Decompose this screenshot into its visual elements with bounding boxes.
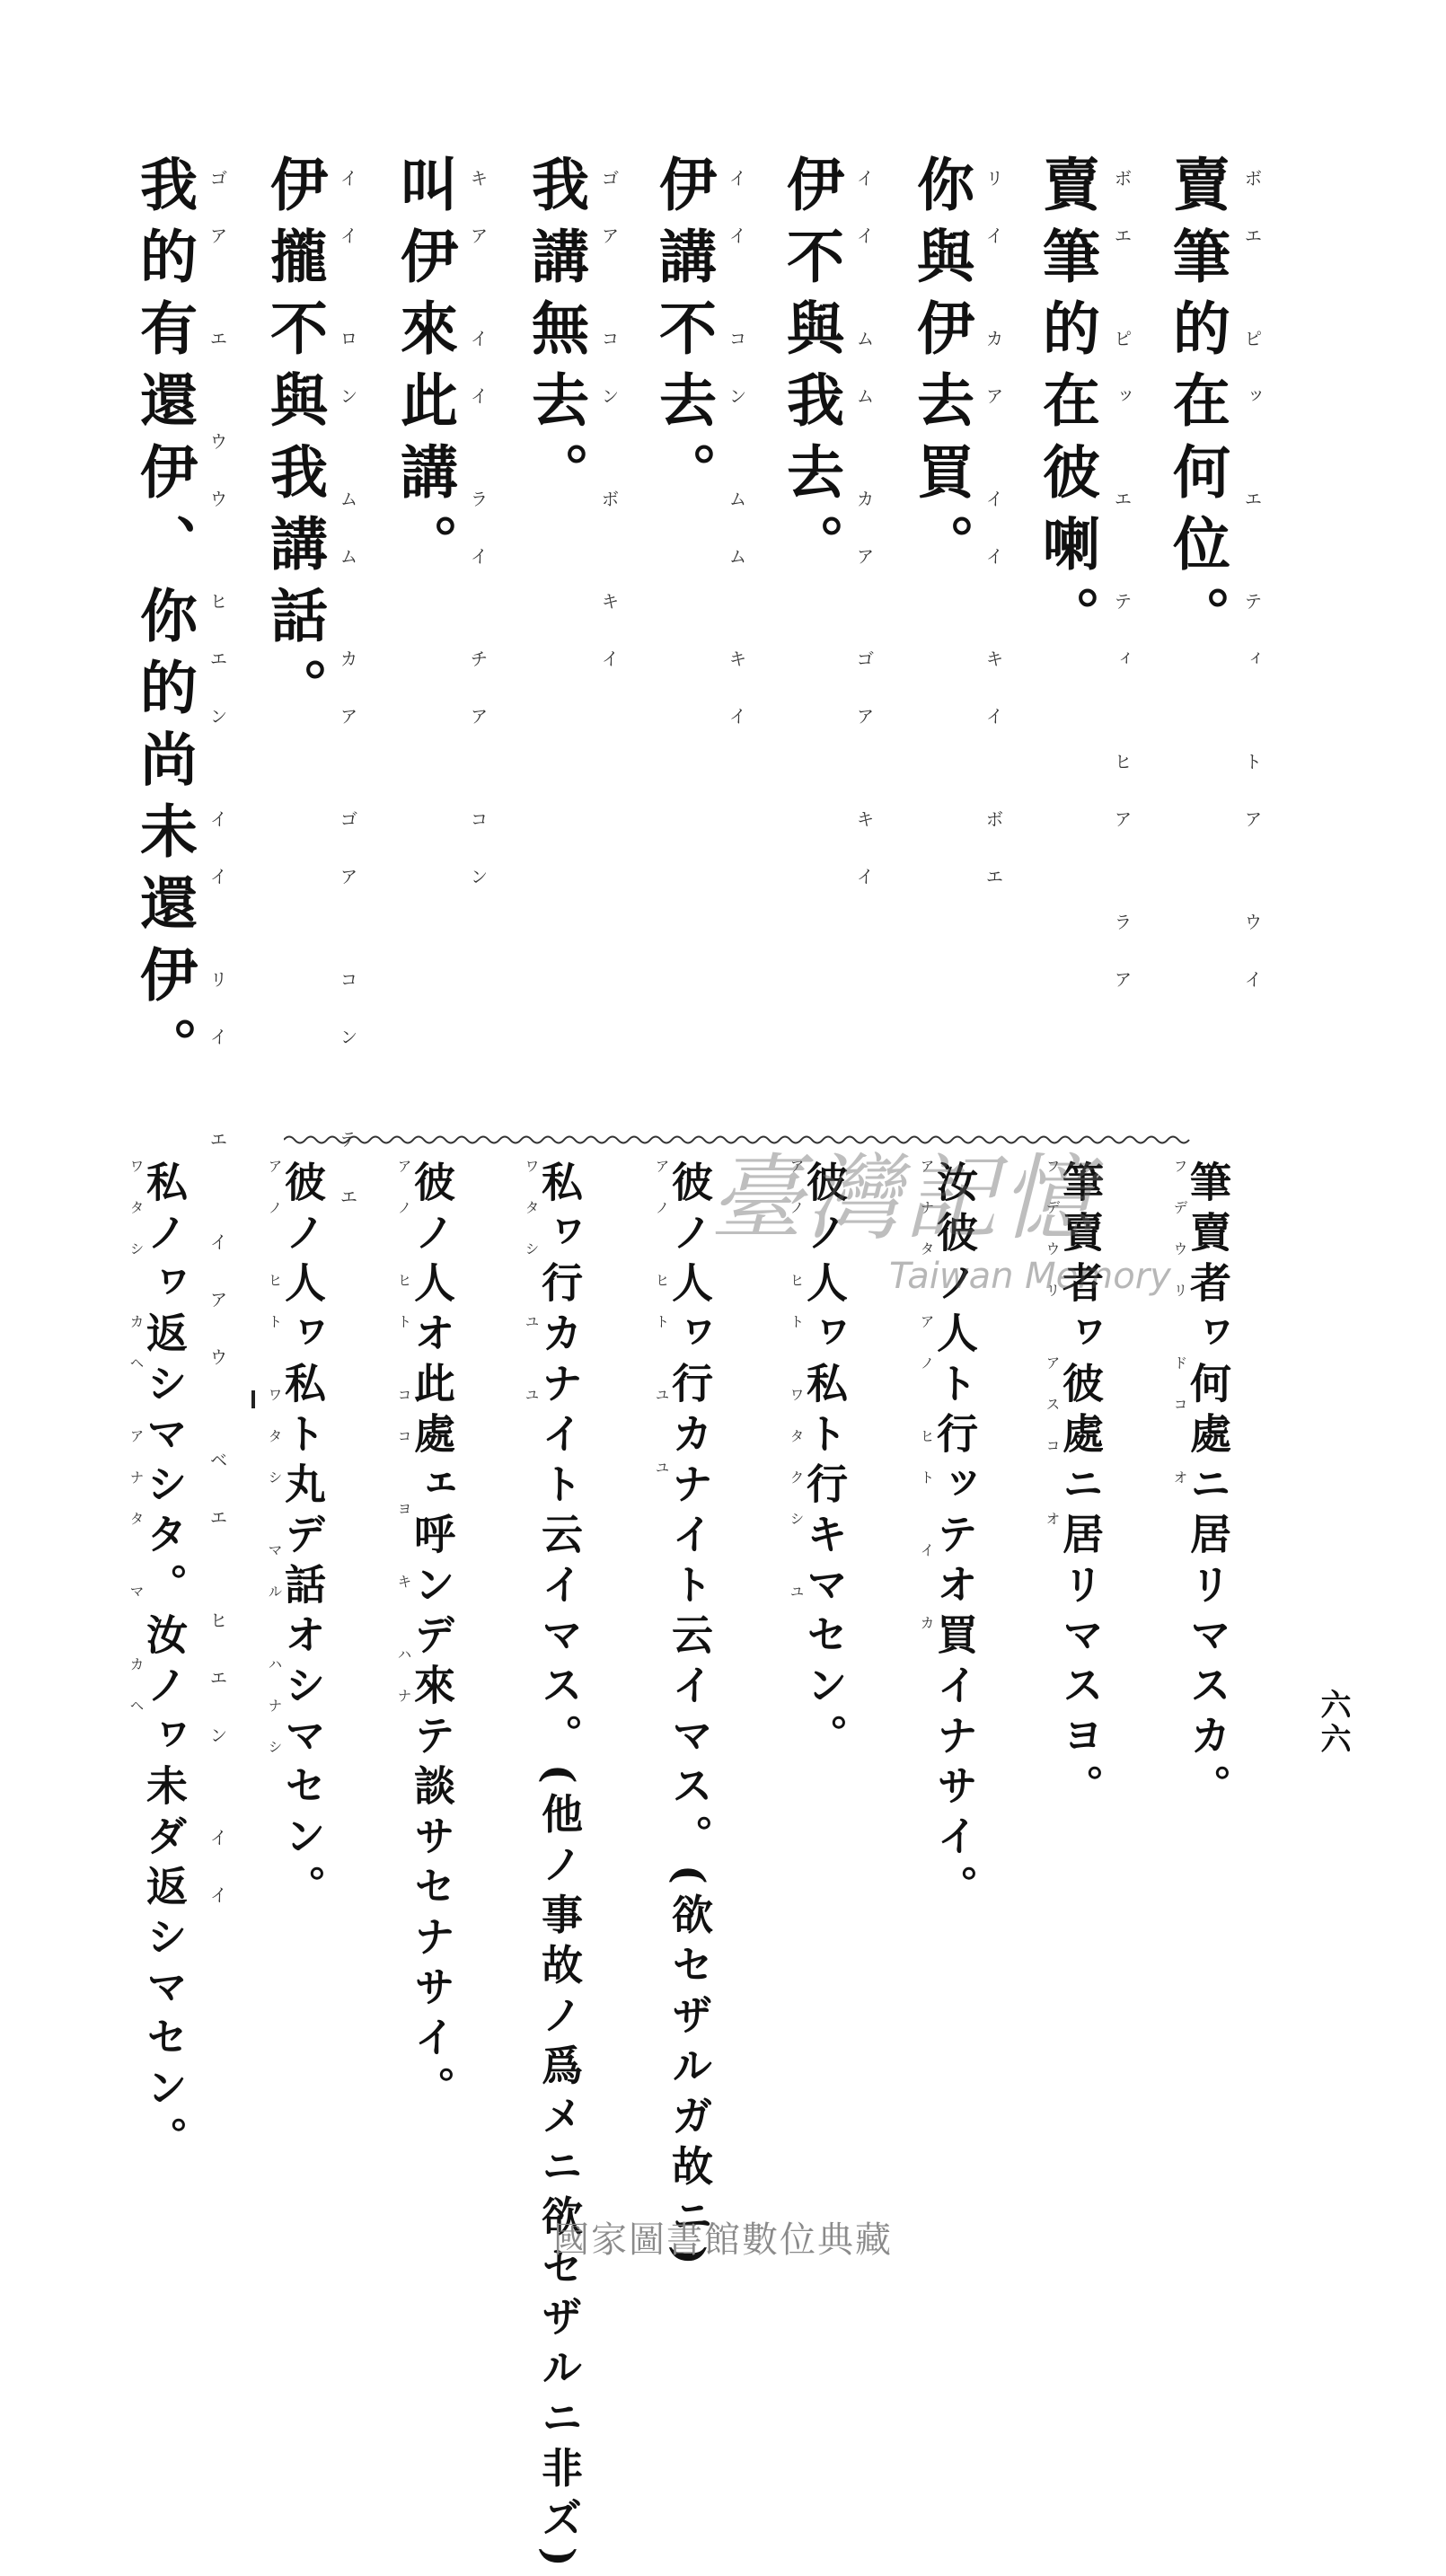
bottom-column-9: 私ノヮ返シマシタ。汝ノヮ未ダ返シマセン。	[140, 1160, 189, 2166]
top-kana-4: イイ ムム カア ゴア キイ	[853, 169, 875, 925]
top-column-3: 你與伊去買。	[907, 154, 974, 586]
page-number: 六六	[1315, 1689, 1351, 1757]
top-column-6: 我講無去。	[522, 154, 589, 514]
top-column-7: 叫伊來此講。	[391, 154, 458, 586]
bottom-column-2: 筆賣者ヮ彼處ニ居リマスヨ。	[1056, 1160, 1105, 1814]
bottom-column-8: 彼ノ人ヮ私ト丸デ話オシマセン。	[278, 1160, 327, 1915]
watermark-subtitle: Taiwan Memory	[889, 1256, 1171, 1297]
bottom-kana-3: アナタ アノ ヒト イ カ	[918, 1159, 935, 1657]
bottom-kana-1: フデウリ ドコ オ	[1171, 1159, 1188, 1512]
top-kana-8: イイ ロン ムム カア ゴア コン テエ	[337, 169, 358, 1246]
bottom-kana-4: アノ ヒト ワタクシ ユ	[788, 1159, 805, 1626]
top-kana-3: リイ カア イイ キイ ボエ	[983, 169, 1004, 925]
top-column-4: 伊不與我去。	[777, 154, 844, 586]
bottom-kana-8: アノ ヒト ワタシ マル ハナシ	[266, 1159, 283, 1781]
bottom-column-4: 彼ノ人ヮ私ト行キマセン。	[800, 1160, 849, 1764]
top-kana-5: イイ コン ムム キイ	[726, 169, 747, 765]
bottom-kana-7: アノ ヒト ココ ヨ キ ハナ	[395, 1159, 412, 1730]
footer-credit: 國家圖書館數位典藏	[553, 2219, 893, 2261]
bottom-kana-6: ワタシ ユ ユ	[523, 1159, 540, 1429]
bottom-column-6: 私ヮ行カナイト云イマス。(他ノ事故ノ爲メニ欲セザルニ非ズ)	[535, 1160, 584, 2576]
bottom-kana-2: フデウリ アスコ オ	[1044, 1159, 1061, 1553]
bottom-column-1: 筆賣者ヮ何處ニ居リマスカ。	[1184, 1160, 1232, 1814]
bottom-kana-9: ワタシ カヘ アナタ マ カヘ	[128, 1159, 145, 1740]
stray-mark	[251, 1390, 255, 1408]
top-column-2: 賣筆的在彼喇。	[1033, 154, 1100, 657]
bottom-column-7: 彼ノ人オ此處ェ呼ンデ來テ談サセナサイ。	[408, 1160, 456, 2116]
top-kana-2: ボエ ピッ エ ティ ヒア ラア	[1111, 169, 1133, 1028]
top-kana-7: キア イイ ライ チア コン	[467, 169, 489, 925]
top-kana-1: ボエ ピッ エ ティ トア ウイ	[1241, 169, 1263, 1028]
bottom-column-5: 彼ノ人ヮ行カナイト云イマス。(欲セザルガ故ニ)	[666, 1160, 714, 2274]
bottom-kana-5: アノ ヒト ユ ユ	[653, 1159, 670, 1502]
top-column-5: 伊講不去。	[649, 154, 717, 514]
watermark	[710, 1123, 1266, 1311]
top-column-1: 賣筆的在何位。	[1163, 154, 1230, 657]
top-kana-6: ゴア コン ボ キイ	[598, 169, 620, 708]
top-kana-9: ゴア エ ウウ ヒエン イイ リイ エ イアウ ベエ ヒエン イイ	[207, 169, 228, 1944]
top-column-9: 我的有還伊、你的尚未還伊。	[130, 154, 198, 1089]
top-column-8: 伊攏不與我講話。	[260, 154, 328, 729]
bottom-column-3: 汝彼ノ人ト行ッテオ買イナサイ。	[930, 1160, 979, 1915]
watermark-title: 臺灣記憶	[710, 1143, 1098, 1253]
